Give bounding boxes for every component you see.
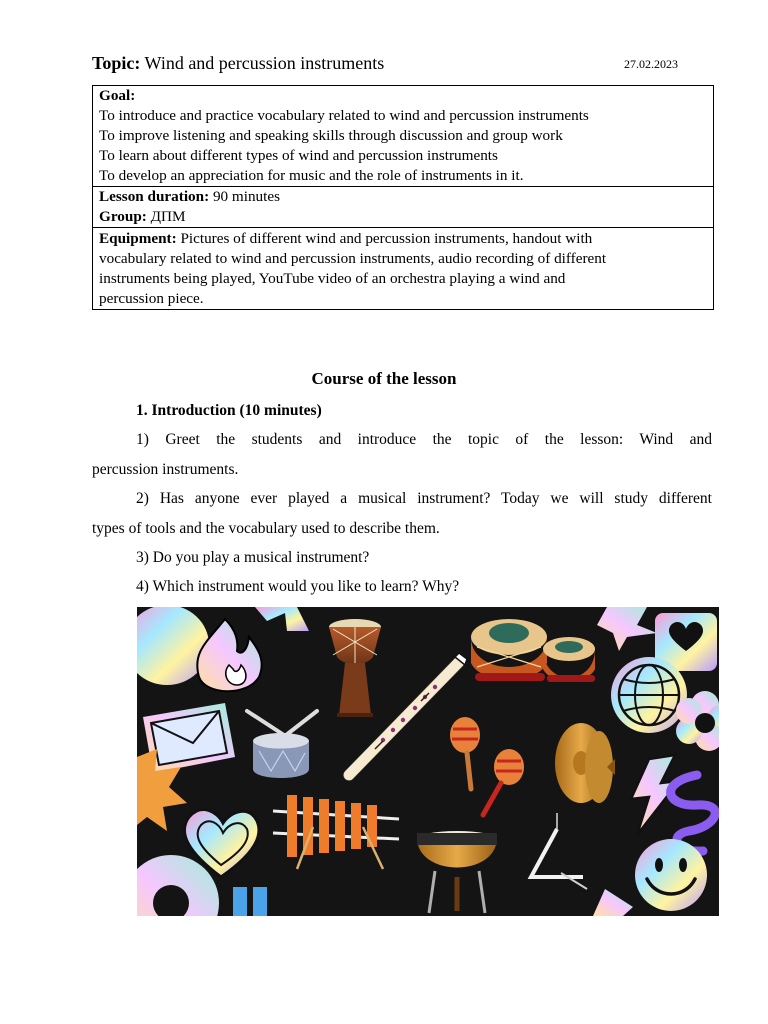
equipment-line: vocabulary related to wind and percussion instruments, audio recording of different: [99, 250, 607, 267]
djembe-drum-icon: [329, 619, 381, 717]
shard-sticker-icon: [593, 889, 633, 916]
instruments-collage: [137, 607, 719, 916]
equipment-line: percussion piece.: [99, 290, 204, 307]
paragraph-item-1: 1) Greet the students and introduce the topic of the lesson: Wind and percussion instruments.: [92, 431, 712, 478]
xylophone-icon: [273, 795, 399, 869]
paragraph-item-2: 2) Has anyone ever played a musical instrument? Today we will study different types of tools and the vocabulary used to describe them.: [92, 490, 712, 537]
lesson-group: Group: ДПМ: [99, 208, 186, 225]
course-title: Course of the lesson: [311, 369, 457, 388]
pause-sticker-icon: [233, 887, 267, 916]
star-sticker-icon: [597, 607, 657, 651]
snare-drum-icon: [247, 711, 317, 778]
timpani-drum-icon: [417, 831, 497, 913]
equipment-line: Equipment: Pictures of different wind and percussion instruments, handout with: [99, 230, 593, 247]
smiley-sticker-icon: [635, 839, 707, 911]
flower-sticker-icon: [676, 691, 719, 751]
goal-item: To improve listening and speaking skills through discussion and group work: [99, 127, 563, 144]
lesson-info-table: [92, 85, 714, 310]
equipment-row: [93, 228, 714, 310]
cymbals-icon: [555, 723, 615, 803]
tabla-drums-icon: [471, 619, 595, 682]
lesson-topic: Topic: Wind and percussion instruments: [92, 53, 385, 73]
duration-group-row: [93, 187, 714, 228]
goal-row: [93, 86, 714, 187]
globe-sticker-icon: [611, 657, 687, 733]
goal-label: Goal:: [99, 87, 136, 104]
lesson-date: 27.02.2023: [624, 57, 678, 71]
star-burst-sticker-icon: [255, 607, 309, 631]
paragraph-item-3: 3) Do you play a musical instrument?: [136, 549, 370, 566]
equipment-line: instruments being played, YouTube video of an orchestra playing a wind and: [99, 270, 566, 287]
goal-item: To develop an appreciation for music and the role of instruments in it.: [99, 167, 524, 184]
section-title: 1. Introduction (10 minutes): [136, 402, 322, 419]
paragraph-item-4: 4) Which instrument would you like to learn? Why?: [136, 578, 460, 595]
maracas-icon: [450, 717, 524, 815]
topic-line: [92, 52, 714, 76]
goal-item: To introduce and practice vocabulary related to wind and percussion instruments: [99, 107, 589, 124]
triangle-icon: [531, 813, 587, 889]
flame-sticker-icon: [197, 619, 261, 691]
envelope-sticker-icon: [143, 703, 235, 773]
goal-item: To learn about different types of wind and percussion instruments: [99, 147, 498, 164]
instruments-illustration: [137, 607, 719, 916]
lesson-duration: Lesson duration: 90 minutes: [99, 188, 281, 205]
